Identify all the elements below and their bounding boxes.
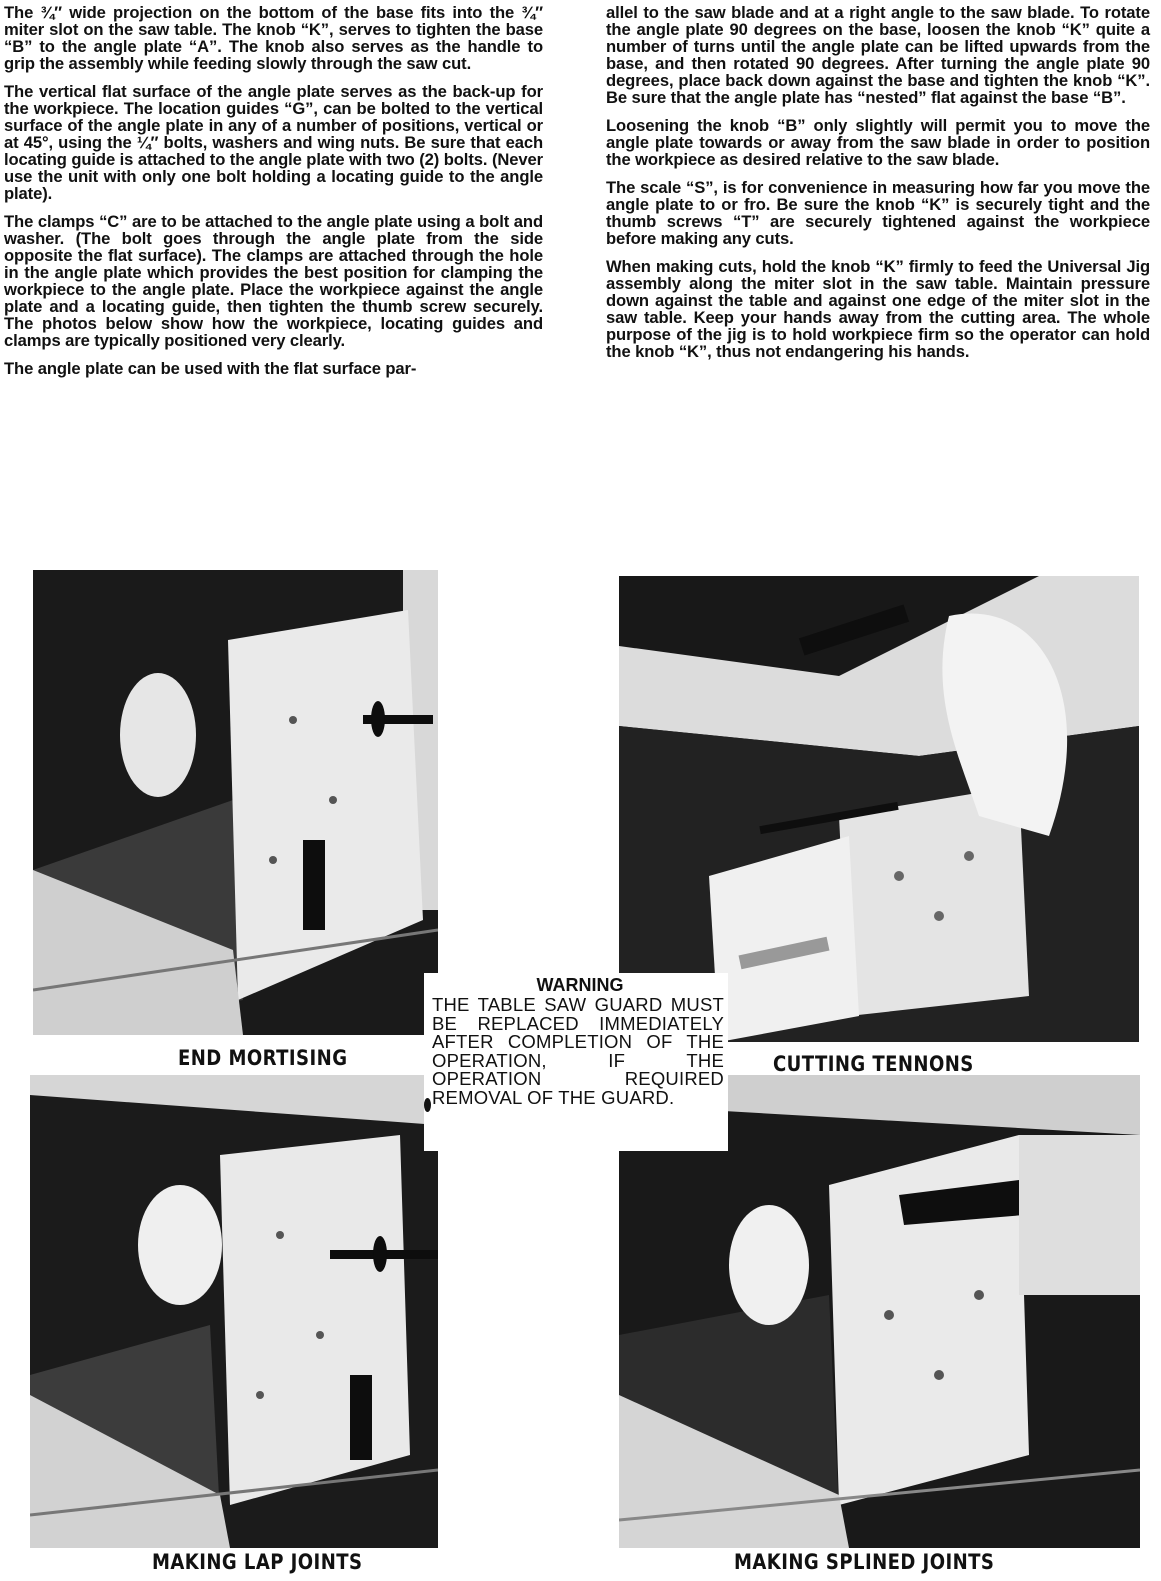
- caption-cutting-tennons: CUTTING TENNONS: [773, 1052, 974, 1076]
- paragraph-angle-plate: The angle plate can be used with the flat surface par-: [4, 359, 417, 378]
- caption-end-mortising: END MORTISING: [178, 1046, 348, 1070]
- warning-title: WARNING: [536, 975, 624, 995]
- warning-box: [424, 973, 728, 1151]
- end-mortising-photo: [33, 570, 438, 1035]
- lap-joints-photo: [30, 1075, 438, 1548]
- caption-lap-joints: MAKING LAP JOINTS: [152, 1550, 363, 1574]
- caption-splined-joints: MAKING SPLINED JOINTS: [734, 1550, 995, 1574]
- warning-margin-mark: [424, 1098, 431, 1112]
- paragraph-scale: The scale “S”, is for convenience in measuring how far you move the angle plate to or fro. Be sure the knob “K” is securely tight and the thumb screws “T” are securely tightened against the workpiece before making any cuts.: [606, 178, 1150, 248]
- left-text-column: [4, 4, 543, 388]
- warning-body: THE TABLE SAW GUARD MUST BE REPLACED IMMEDIATELY AFTER COMPLETION OF THE OPERATION, IF THE OPERATION REQUIRED REMOVAL OF THE GUARD.: [432, 994, 724, 1108]
- paragraph-making-cuts: When making cuts, hold the knob “K” firmly to feed the Universal Jig assembly along the miter slot in the saw table. Maintain pressure down against the table and against one edge of the miter slot in the saw table. Keep your hands away from the cutting area. The whole purpose of the jig is to hold workpiece firm so the operator can hold the knob “K”, thus not endangering his hands.: [606, 257, 1150, 361]
- paragraph-projection: The ¾″ wide projection on the bottom of the base fits into the ¾″ miter slot on the saw table. The knob “K”, serves to tighten the base “B” to the angle plate “A”. The knob also serves as the handle to grip the assembly while feeding slowly through the saw cut.: [4, 3, 543, 73]
- paragraph-loosening-knob: Loosening the knob “B” only slightly will permit you to move the angle plate towards or away from the saw blade in order to position the workpiece as desired relative to the saw blade.: [606, 116, 1150, 169]
- paragraph-rotate-angle-plate: allel to the saw blade and at a right angle to the saw blade. To rotate the angle plate 90 degrees on the base, loosen the knob “K” quite a number of turns until the angle plate can be lifted upwards from the base, and then rotated 90 degrees. After turning the angle plate 90 degrees, place back down against the base and tighten the knob “K”. Be sure that the angle plate has “nested” flat against the base “B”.: [606, 3, 1150, 107]
- paragraph-clamps: The clamps “C” are to be attached to the angle plate using a bolt and washer. (The bolt goes through the angle plate from the side opposite the flat surface). The clamps are attached through the hole in the angle plate which provides the best position for clamping the workpiece to the angle plate. Place the workpiece against the angle plate and a locating guide, then tighten the thumb screw securely. The photos below show how the workpiece, locating guides and clamps are typically positioned very clearly.: [4, 212, 543, 350]
- paragraph-locating-guides: [4, 83, 543, 202]
- paragraph-locating-guides-text: The vertical flat surface of the angle plate serves as the back-up for the workpiece. The location guides “G”, can be bolted to the vertical surface of the angle plate in any of a number of positions, vertical or at 45°, using the ¼″ bolts, washers and wing nuts. Be sure that each locating guide is attached to the angle plate with two (2) bolts.: [4, 82, 543, 169]
- right-text-column: [606, 4, 1150, 371]
- bolt-safety-note: (Never use the unit with only one bolt holding a locating guide to the angle plate).: [4, 150, 543, 203]
